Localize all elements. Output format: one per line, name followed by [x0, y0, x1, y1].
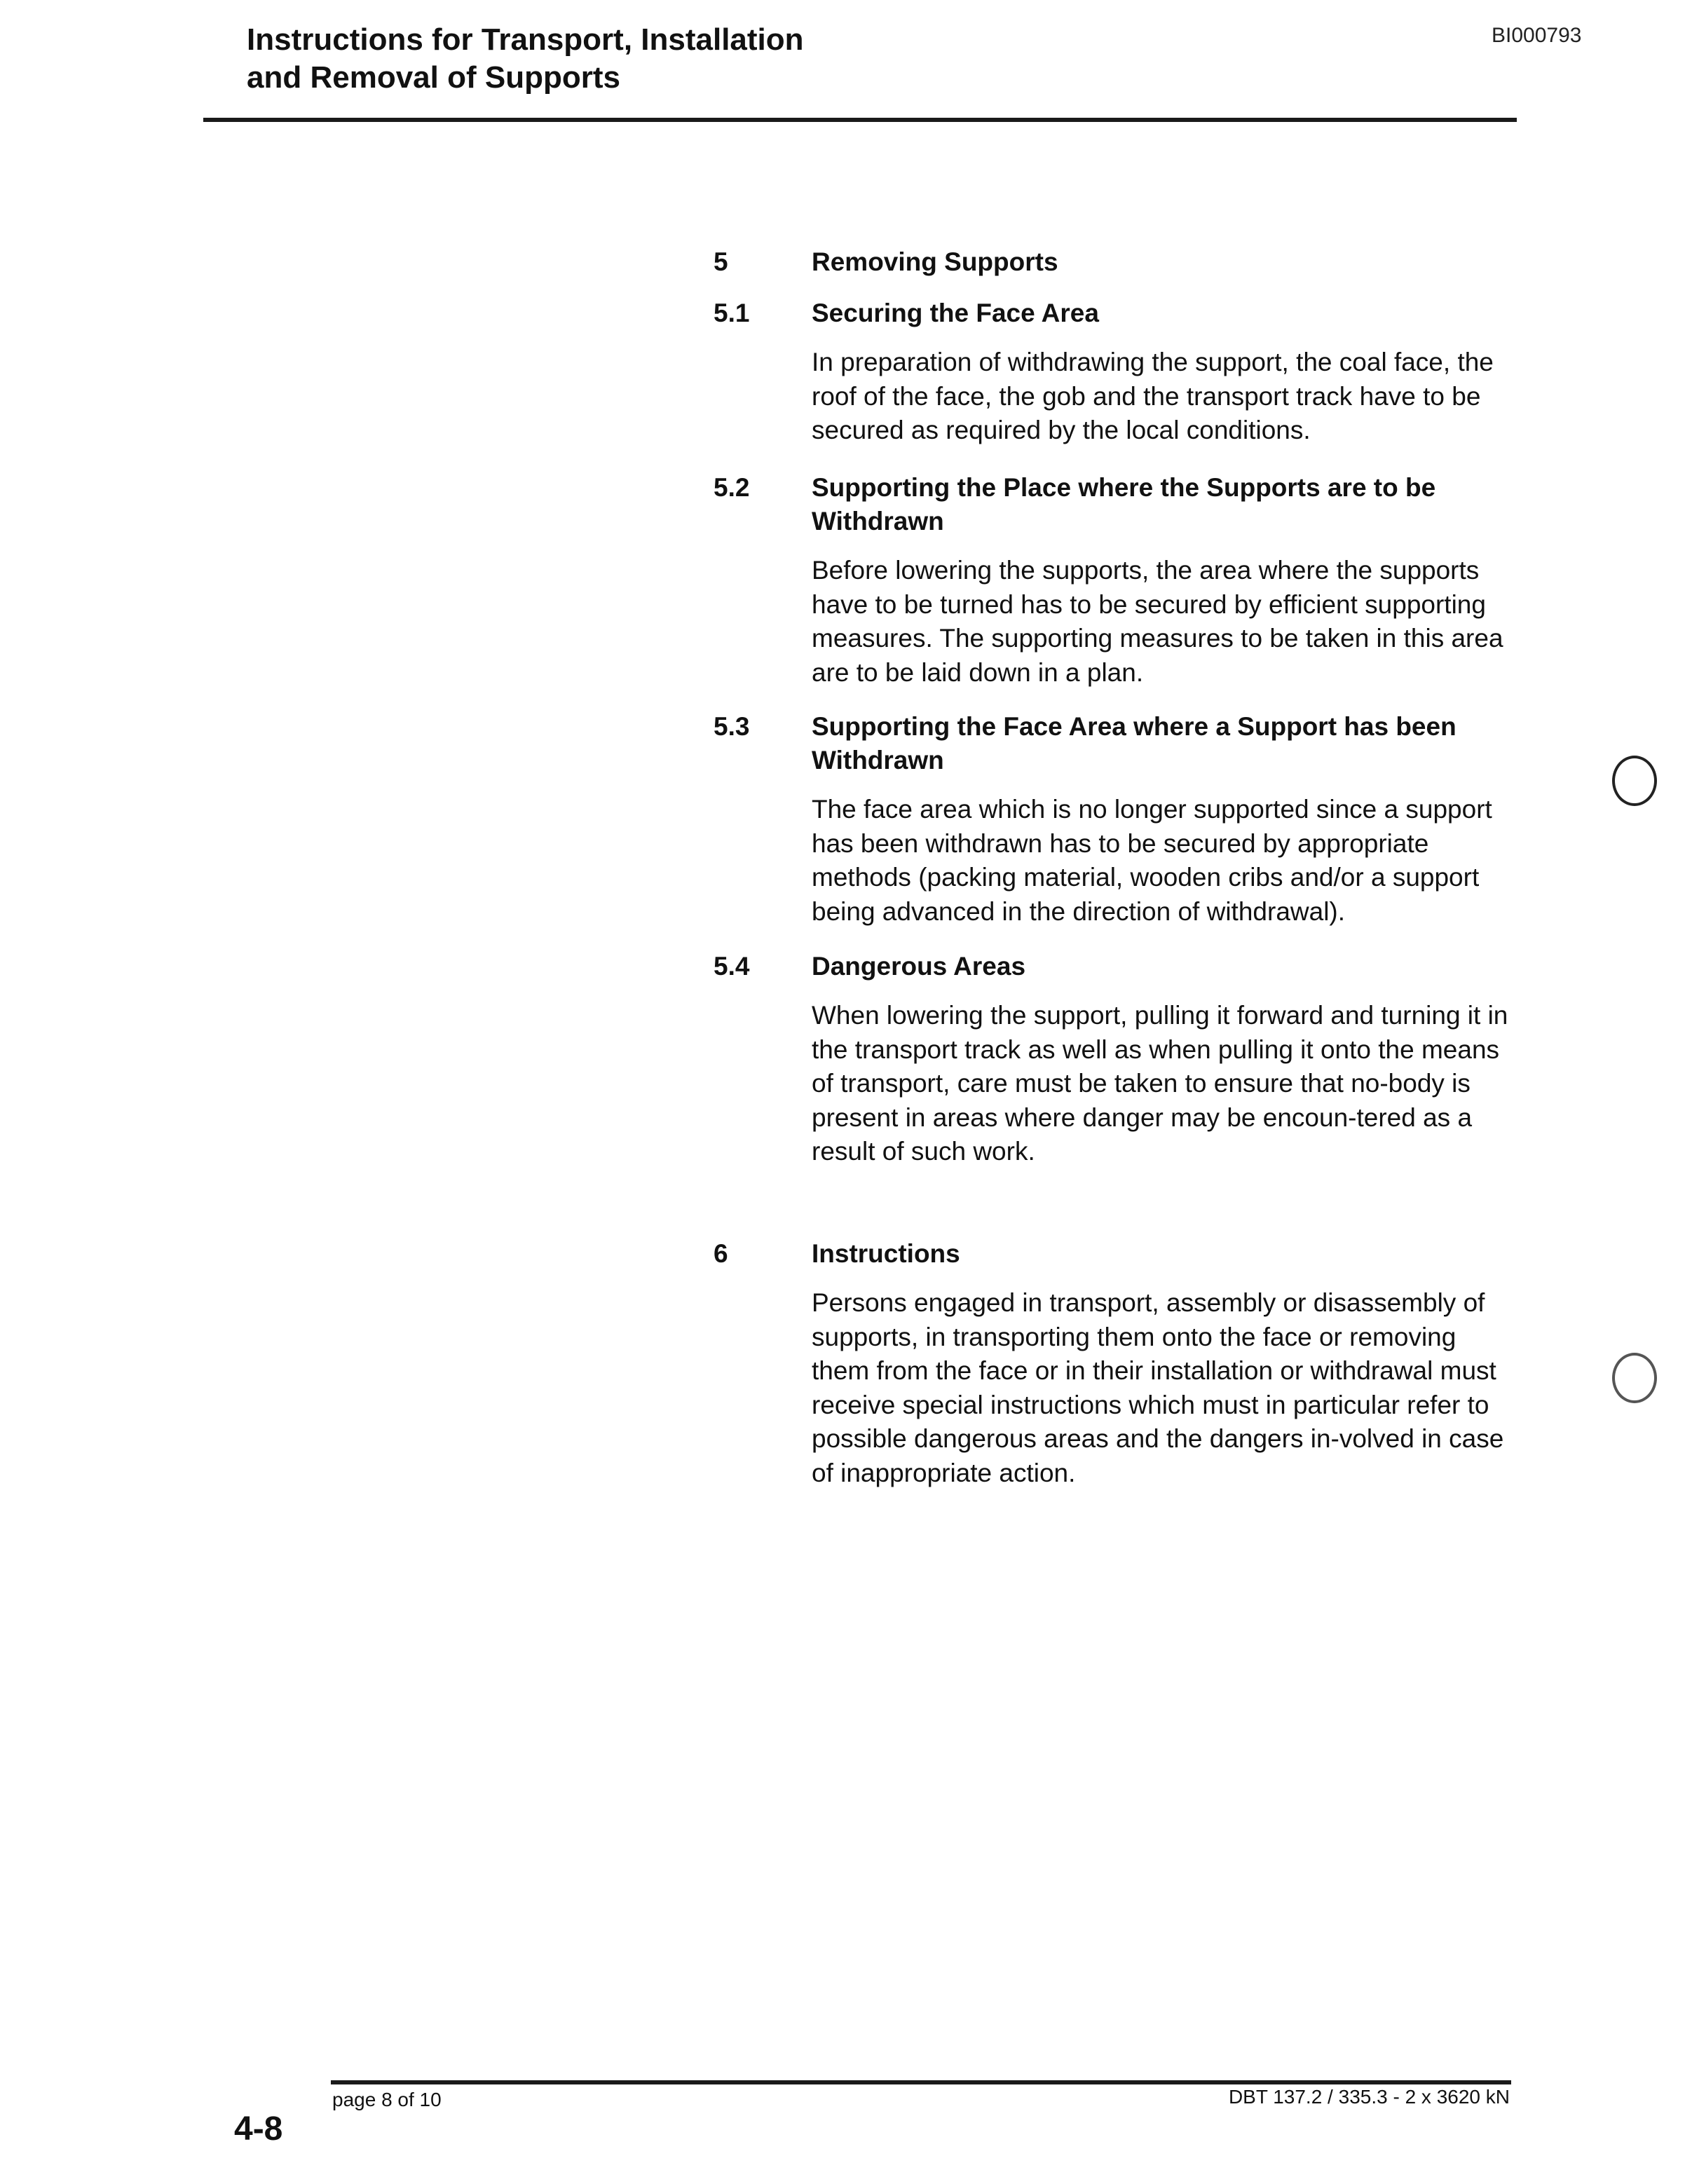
section-title: Removing Supports [812, 247, 1058, 276]
title-line-1: Instructions for Transport, Installation [247, 22, 804, 57]
section-body: Persons engaged in transport, assembly or disassembly of supports, in transporting them onto the face or removing them from the face or in their installation or withdrawal must receive special instructions which must in particular refer to possible dangerous areas and the dangers in-volved in case of inappropriate action. [812, 1288, 1504, 1487]
section-heading [714, 950, 1520, 983]
header-divider [203, 118, 1517, 122]
page-number: 4-8 [234, 2110, 283, 2148]
section-5-1 [714, 296, 1520, 448]
section-heading [714, 296, 1520, 330]
document-code: DBT 137.2 / 335.3 - 2 x 3620 kN [1228, 2086, 1510, 2108]
section-number: 5.2 [714, 473, 750, 502]
section-heading [714, 710, 1520, 777]
section-6 [714, 1237, 1520, 1491]
section-5 [714, 245, 1520, 279]
footer-divider [331, 2080, 1511, 2084]
binder-hole-icon [1612, 756, 1657, 806]
document-title [247, 21, 804, 97]
section-5-4 [714, 950, 1520, 1169]
section-body: In preparation of withdrawing the support, the coal face, the roof of the face, the gob and the transport track have to be secured as required by the local conditions. [812, 348, 1494, 445]
section-title: Dangerous Areas [812, 952, 1026, 981]
section-heading [714, 245, 1520, 279]
section-title: Supporting the Face Area where a Support has been Withdrawn [812, 712, 1457, 774]
section-title: Instructions [812, 1239, 960, 1268]
section-title: Supporting the Place where the Supports are to be Withdrawn [812, 473, 1436, 535]
document-id: BI000793 [1492, 24, 1582, 47]
section-body: The face area which is no longer supported since a support has been withdrawn has to be secured by appropriate methods (packing material, wooden cribs and/or a support being advanced in the direction of withdrawal). [812, 795, 1492, 926]
section-number: 6 [714, 1239, 728, 1268]
page-indicator: page 8 of 10 [332, 2089, 442, 2110]
section-number: 5.4 [714, 952, 750, 981]
section-body: Before lowering the supports, the area where the supports have to be turned has to be secured by efficient supporting measures. The supporting measures to be taken in this area are to be laid down in a plan. [812, 556, 1503, 687]
section-number: 5.3 [714, 712, 750, 741]
section-title: Securing the Face Area [812, 299, 1099, 327]
section-heading [714, 471, 1520, 538]
section-heading [714, 1237, 1520, 1271]
section-body: When lowering the support, pulling it forward and turning it in the transport track as well as when pulling it onto the means of transport, care must be taken to ensure that no-body is present in areas where danger may be encoun-tered as a result of such work. [812, 1001, 1508, 1166]
binder-hole-icon [1612, 1353, 1657, 1403]
section-number: 5 [714, 247, 728, 276]
section-number: 5.1 [714, 299, 750, 327]
section-5-3 [714, 710, 1520, 929]
section-5-2 [714, 471, 1520, 690]
title-line-2: and Removal of Supports [247, 60, 620, 95]
